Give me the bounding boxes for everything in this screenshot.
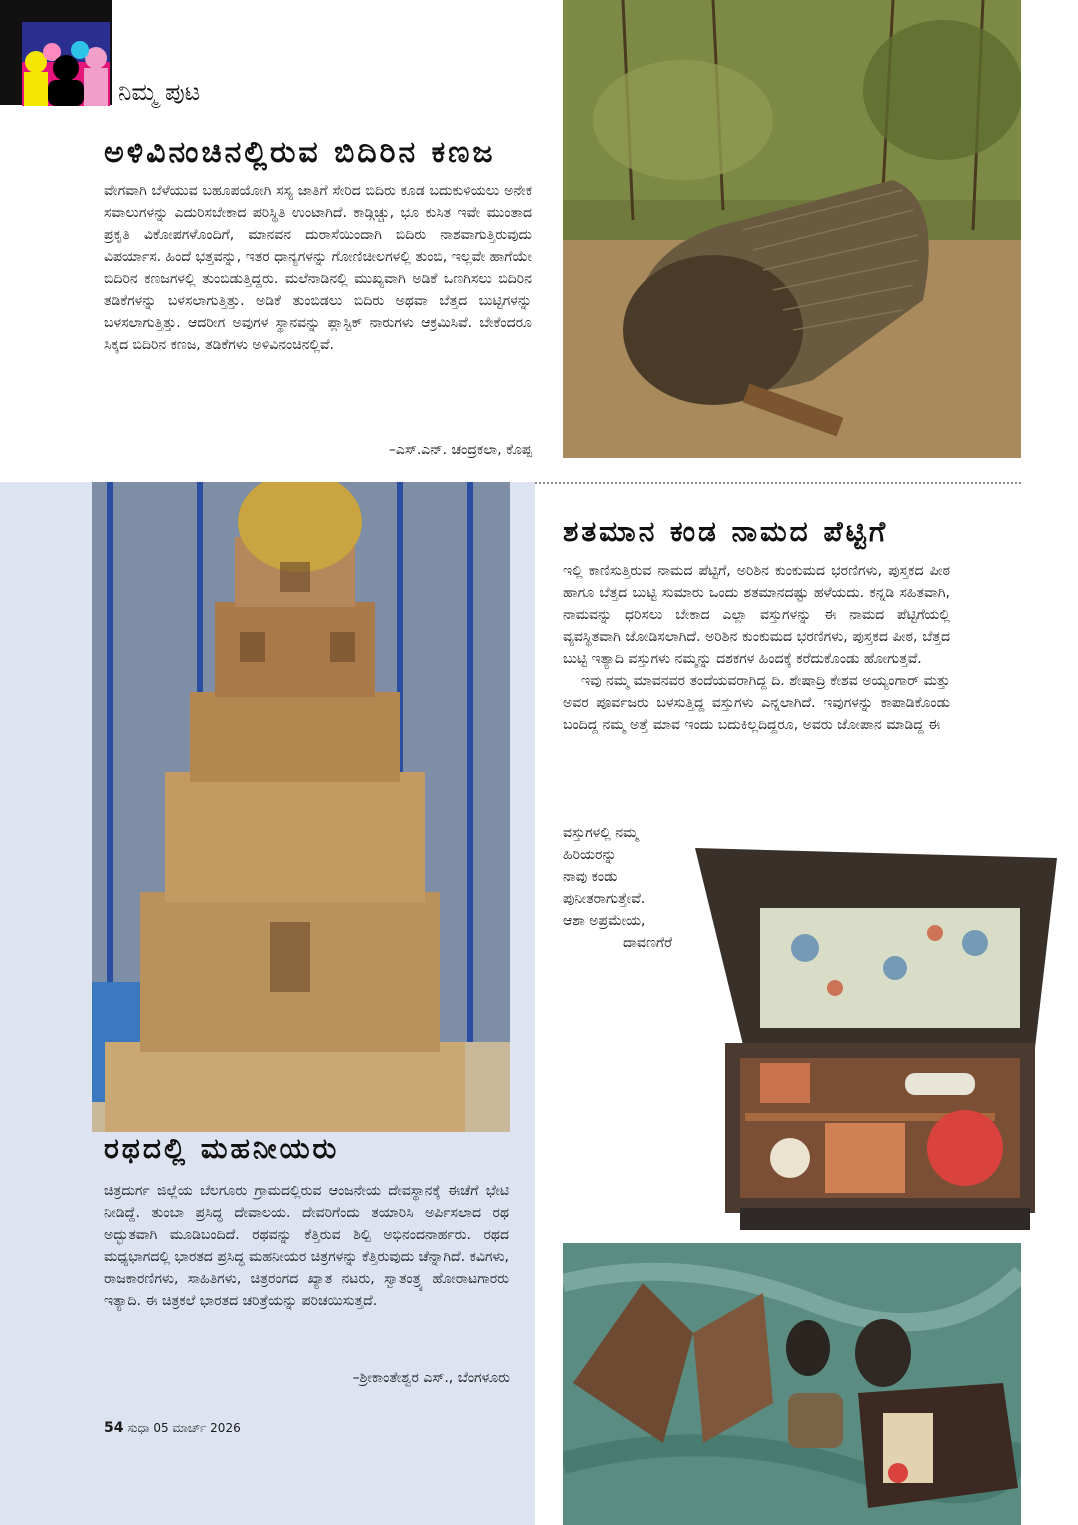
section-label: ನಿಮ್ಮ ಪುಟ bbox=[118, 78, 201, 106]
article-body-chariot bbox=[104, 1180, 509, 1312]
section-divider bbox=[535, 482, 1021, 484]
text-line: ವಸ್ತುಗಳಲ್ಲಿ ನಮ್ಮ bbox=[563, 825, 639, 841]
article-body-tail bbox=[563, 822, 693, 954]
wooden-chariot-photo bbox=[0, 482, 535, 1525]
article-paragraph: ಚಿತ್ರದುರ್ಗ ಜಿಲ್ಲೆಯ ಬೆಲಗೂರು ಗ್ರಾಮದಲ್ಲಿರುವ ಆಂಜನೇಯ ದೇವಸ್ಥಾನಕ್ಕೆ ಈಚೆಗೆ ಭೇಟಿ ನೀಡಿದ್ದೆ. ತುಂಬಾ ಪ್ರಸಿದ್ಧ ದೇವಾಲಯ. ದೇವರಿಗೆಂದು ತಯಾರಿಸಿ ಅರ್ಪಿಸಲಾದ ರಥ ಅದ್ಭುತವಾಗಿ ಮೂಡಿಬಂದಿದೆ. ರಥವನ್ನು ಕೆತ್ತಿರುವ ಶಿಲ್ಪಿ ಅಭಿನಂದನಾರ್ಹರು. ರಥದ ಮಧ್ಯಭಾಗದಲ್ಲಿ ಭಾರತದ ಪ್ರಸಿದ್ಧ ಮಹನೀಯರ ಚಿತ್ರಗಳನ್ನು ಕೆತ್ತಿರುವುದು ಚೆನ್ನಾಗಿದೆ. ಕವಿಗಳು, ರಾಜಕಾರಣಿಗಳು, ಸಾಹಿತಿಗಳು, ಚಿತ್ರರಂಗದ ಖ್ಯಾತ ನಟರು, ಸ್ವಾತಂತ್ರ್ಯ ಹೋರಾಟಗಾರರು ಇತ್ಯಾದಿ. ಈ ಚಿತ್ರಕಲೆ ಭಾರತದ ಚರಿತ್ರೆಯನ್ನು ಪರಿಚಯಿಸುತ್ತದೆ. bbox=[104, 1183, 509, 1309]
section-logo bbox=[22, 22, 110, 106]
article-author: –ಎಸ್.ಎನ್. ಚಂದ್ರಕಲಾ, ಕೊಪ್ಪ bbox=[388, 442, 532, 458]
article-paragraph: ವೇಗವಾಗಿ ಬೆಳೆಯುವ ಬಹೂಪಯೋಗಿ ಸಸ್ಯ ಜಾತಿಗೆ ಸೇರಿದ ಬಿದಿರು ಕೂಡ ಬದುಕುಳಿಯಲು ಅನೇಕ ಸವಾಲುಗಳನ್ನು ಎದುರಿಸಬೇಕಾದ ಪರಿಸ್ಥಿತಿ ಉಂಟಾಗಿದೆ. ಕಾಡ್ಗಿಚ್ಚು, ಭೂ ಕುಸಿತ ಇವೇ ಮುಂತಾದ ಪ್ರಕೃತಿ ವಿಕೋಪಗಳೊಂದಿಗೆ, ಮಾನವನ ದುರಾಸೆಯಿಂದಾಗಿ ಬಿದಿರು ನಾಶವಾಗುತ್ತಿರುವುದು ವಿಪರ್ಯಾಸ. ಹಿಂದೆ ಭತ್ತವನ್ನು, ಇತರ ಧಾನ್ಯಗಳನ್ನು ಗೋಣಿಚೀಲಗಳಲ್ಲಿ ತುಂಬಿ, ಇಲ್ಲವೇ ಹಾಗೆಯೇ ಬಿದಿರಿನ ಕಣಜಗಳಲ್ಲಿ ತುಂಬಿಡುತ್ತಿದ್ದರು. ಮಲೆನಾಡಿನಲ್ಲಿ ಮುಖ್ಯವಾಗಿ ಅಡಿಕೆ ಒಣಗಿಸಲು ಬಿದಿರಿನ ತಡಿಕೆಗಳನ್ನು ಬಳಸಲಾಗುತ್ತಿತ್ತು. ಅಡಿಕೆ ತುಂಬಿಡಲು ಬಿದಿರು ಅಥವಾ ಬೆತ್ತದ ಬುಟ್ಟಿಗಳನ್ನು ಬಳಸಲಾಗುತ್ತಿತ್ತು. ಆದರೀಗ ಅವುಗಳ ಸ್ಥಾನವನ್ನು ಪ್ಲಾಸ್ಟಿಕ್ ನಾರುಗಳು ಆಕ್ರಮಿಸಿವೆ. ಬೇಕೆಂದರೂ ಸಿಕ್ಕದ ಬಿದಿರಿನ ಕಣಜ, ತಡಿಕೆಗಳು ಅಳಿವಿನಂಚಿನಲ್ಲಿವೆ. bbox=[104, 183, 532, 353]
article-author: –ಶ್ರೀಕಾಂತೇಶ್ವರ ಎಸ್., ಬೆಂಗಳೂರು bbox=[352, 1370, 510, 1386]
antique-items-photo bbox=[563, 1243, 1021, 1525]
magazine-name: ಸುಧಾ bbox=[127, 1421, 150, 1435]
bamboo-granary-photo bbox=[563, 0, 1021, 458]
article-paragraph: ಇಲ್ಲಿ ಕಾಣಿಸುತ್ತಿರುವ ನಾಮದ ಪೆಟ್ಟಿಗೆ, ಅರಿಶಿನ ಕುಂಕುಮದ ಭರಣಿಗಳು, ಪುಸ್ತಕದ ಪೀಠ ಹಾಗೂ ಬೆತ್ತದ ಬುಟ್ಟಿ ಸುಮಾರು ಒಂದು ಶತಮಾನದಷ್ಟು ಹಳೆಯದು. ಕನ್ನಡಿ ಸಹಿತವಾಗಿ, ನಾಮವನ್ನು ಧರಿಸಲು ಬೇಕಾದ ಎಲ್ಲಾ ವಸ್ತುಗಳನ್ನು ಈ ನಾಮದ ಪೆಟ್ಟಿಗೆಯಲ್ಲಿ ವ್ಯವಸ್ಥಿತವಾಗಿ ಜೋಡಿಸಲಾಗಿದೆ. ಅರಿಶಿನ ಕುಂಕುಮದ ಭರಣಿಗಳು, ಪುಸ್ತಕದ ಪೀಠ, ಬೆತ್ತದ ಬುಟ್ಟಿ ಇತ್ಯಾದಿ ವಸ್ತುಗಳು ನಮ್ಮನ್ನು ದಶಕಗಳ ಹಿಂದಕ್ಕೆ ಕರೆದುಕೊಂಡು ಹೋಗುತ್ತವೆ. bbox=[563, 563, 950, 667]
article-title-bamboo-granary: ಅಳಿವಿನಂಚಿನಲ್ಲಿರುವ ಬಿದಿರಿನ ಕಣಜ bbox=[104, 135, 496, 170]
issue-date: 05 ಮಾರ್ಚ್ 2026 bbox=[153, 1421, 241, 1435]
article-body-naama-box bbox=[563, 560, 950, 736]
article-title-naama-box: ಶತಮಾನ ಕಂಡ ನಾಮದ ಪೆಟ್ಟಿಗೆ bbox=[563, 515, 889, 548]
naama-box-photo bbox=[695, 848, 1057, 1238]
article-body-bamboo-granary bbox=[104, 180, 532, 356]
author-name: ಆಶಾ ಅಪ್ರಮೇಯ, bbox=[563, 913, 646, 929]
article-paragraph: ಇವು ನಮ್ಮ ಮಾವನವರ ತಂದೆಯವರಾಗಿದ್ದ ದಿ. ಶೇಷಾದ್ರಿ ಕೇಶವ ಅಯ್ಯಂಗಾರ್ ಮತ್ತು ಅವರ ಪೂರ್ವಜರು ಬಳಸುತ್ತಿದ್ದ ವಸ್ತುಗಳು ಎನ್ನಲಾಗಿದೆ. ಇವುಗಳನ್ನು ಕಾಪಾಡಿಕೊಂಡು ಬಂದಿದ್ದ ನಮ್ಮ ಅತ್ತೆ ಮಾವ ಇಂದು ಬದುಕಿಲ್ಲದಿದ್ದರೂ, ಅವರು ಜೋಪಾನ ಮಾಡಿದ್ದ ಈ bbox=[563, 673, 950, 733]
article-title-chariot: ರಥದಲ್ಲಿ ಮಹನೀಯರು bbox=[104, 1132, 340, 1165]
text-line: ನಾವು ಕಂಡು bbox=[563, 869, 618, 885]
text-line: ಪುನೀತರಾಗುತ್ತೇವೆ. bbox=[563, 891, 646, 907]
author-place: ದಾವಣಗೆರೆ bbox=[623, 935, 672, 951]
page-footer bbox=[104, 1420, 241, 1436]
page-number: 54 bbox=[104, 1420, 124, 1436]
text-line: ಹಿರಿಯರನ್ನು bbox=[563, 847, 617, 863]
